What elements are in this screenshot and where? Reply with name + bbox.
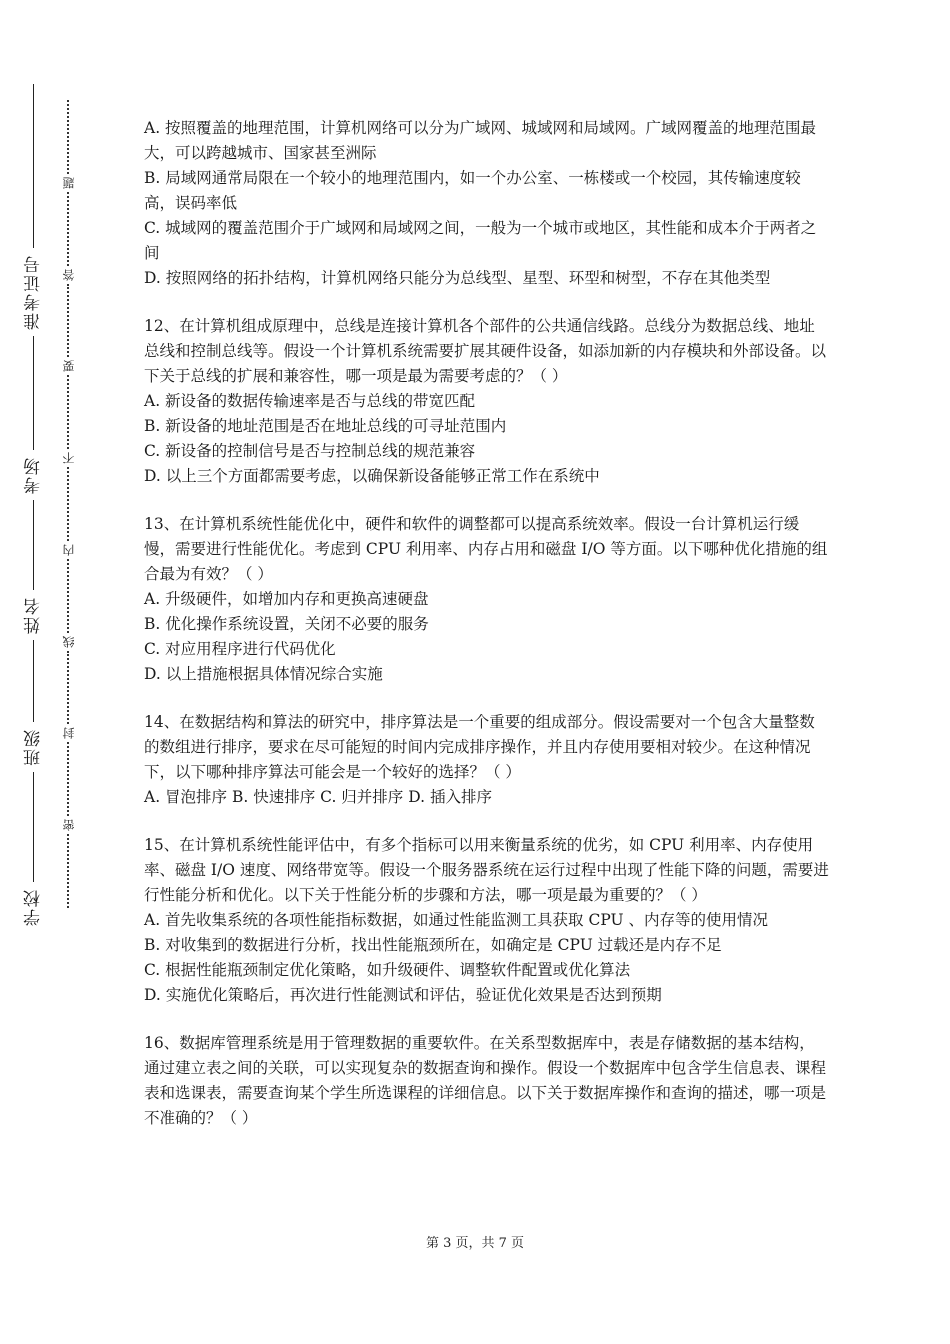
option-a: A. 按照覆盖的地理范围，计算机网络可以分为广域网、城域网和局域网。广域网覆盖的地理范围最大，可以跨越城市、国家甚至洲际: [144, 119, 817, 162]
field-label-exam-id: 准考证号: [23, 254, 44, 330]
seal-char: 答: [61, 268, 76, 281]
option-c: C. 新设备的控制信号是否与控制总线的规范兼容: [144, 442, 476, 460]
field-label-school: 学校: [23, 888, 44, 926]
question-16: [144, 1031, 830, 1131]
question-15: [144, 833, 830, 1008]
field-line: [33, 336, 34, 450]
seal-char: 密: [61, 819, 76, 832]
option-a: A. 新设备的数据传输速率是否与总线的带宽匹配: [144, 392, 476, 410]
seal-char: 不: [61, 452, 76, 465]
option-b: B. 优化操作系统设置，关闭不必要的服务: [144, 615, 429, 633]
question-stem: 14、在数据结构和算法的研究中，排序算法是一个重要的组成部分。假设需要对一个包含大量整数的数组进行排序，要求在尽可能短的时间内完成排序操作，并且内存使用要相对较少。在这种情况下，以下哪种排序算法可能会是一个较好的选择？（ ）: [144, 713, 815, 781]
option-d: D. 按照网络的拓扑结构，计算机网络只能分为总线型、星型、环型和树型，不存在其他类型: [144, 269, 771, 287]
page-number: 第 3 页，共 7 页: [425, 1236, 525, 1251]
question-stem: 13、在计算机系统性能优化中，硬件和软件的调整都可以提高系统效率。假设一台计算机运行缓慢，需要进行性能优化。考虑到 CPU 利用率、内存占用和磁盘 I/O 等方面。以下哪种优化措施的组合最为有效？（ ）: [144, 515, 828, 583]
option-d: D. 实施优化策略后，再次进行性能测试和评估，验证优化效果是否达到预期: [144, 986, 662, 1004]
question-13: [144, 512, 830, 687]
seal-line: [60, 100, 76, 908]
seal-char: 内: [61, 543, 76, 556]
question-12: [144, 314, 830, 489]
binding-field-exam-room: [22, 336, 44, 500]
question-stem: 15、在计算机系统性能评估中，有多个指标可以用来衡量系统的优劣，如 CPU 利用率、内存使用率、磁盘 I/O 速度、网络带宽等。假设一个服务器系统在运行过程中出现了性能下降的问题，需要进行性能分析和优化。以下关于性能分析的步骤和方法，哪一项是最为重要的？（ ）: [144, 836, 829, 904]
question-14: [144, 710, 830, 810]
field-line: [33, 640, 34, 722]
seal-char: 要: [61, 360, 76, 373]
seal-char: 题: [61, 176, 76, 189]
field-line: [33, 500, 34, 590]
binding-field-school: [22, 772, 44, 932]
field-line: [33, 772, 34, 882]
field-label-exam-room: 考场: [23, 456, 44, 494]
option-d: D. 以上措施根据具体情况综合实施: [144, 665, 383, 683]
option-b: B. 新设备的地址范围是否在地址总线的可寻址范围内: [144, 417, 507, 435]
seal-char: 线: [61, 635, 76, 648]
option-c: C. 根据性能瓶颈制定优化策略，如升级硬件、调整软件配置或优化算法: [144, 961, 631, 979]
field-label-name: 姓名: [23, 596, 44, 634]
binding-field-exam-id: [22, 84, 44, 336]
seal-char: 封: [61, 727, 76, 740]
question-stem: 12、在计算机组成原理中，总线是连接计算机各个部件的公共通信线路。总线分为数据总线、地址总线和控制总线等。假设一个计算机系统需要扩展其硬件设备，如添加新的内存模块和外部设备。以下关于总线的扩展和兼容性，哪一项是最为需要考虑的？（ ）: [144, 317, 827, 385]
option-b: B. 局域网通常局限在一个较小的地理范围内，如一个办公室、一栋楼或一个校园，其传输速度较高，误码率低: [144, 169, 801, 212]
binding-field-name: [22, 500, 44, 640]
question-content: [144, 116, 830, 1154]
option-c: C. 对应用程序进行代码优化: [144, 640, 336, 658]
field-line: [33, 84, 34, 248]
option-d: D. 以上三个方面都需要考虑，以确保新设备能够正常工作在系统中: [144, 467, 600, 485]
option-a: A. 首先收集系统的各项性能指标数据，如通过性能监测工具获取 CPU 、内存等的使用情况: [144, 911, 768, 929]
field-label-class: 班级: [23, 728, 44, 766]
option-b: B. 对收集到的数据进行分析，找出性能瓶颈所在，如确定是 CPU 过载还是内存不足: [144, 936, 722, 954]
option-a: A. 升级硬件，如增加内存和更换高速硬盘: [144, 590, 429, 608]
question-stem: 16、数据库管理系统是用于管理数据的重要软件。在关系型数据库中，表是存储数据的基本结构，通过建立表之间的关联，可以实现复杂的数据查询和操作。假设一个数据库中包含学生信息表、课程表和选课表，需要查询某个学生所选课程的详细信息。以下关于数据库操作和查询的描述，哪一项是不准确的？（ ）: [144, 1034, 827, 1127]
binding-field-class: [22, 640, 44, 772]
option-c: C. 城域网的覆盖范围介于广域网和局域网之间，一般为一个城市或地区，其性能和成本介于两者之间: [144, 219, 817, 262]
question-11-continued: [144, 116, 830, 291]
inline-options: A. 冒泡排序 B. 快速排序 C. 归并排序 D. 插入排序: [144, 788, 492, 806]
